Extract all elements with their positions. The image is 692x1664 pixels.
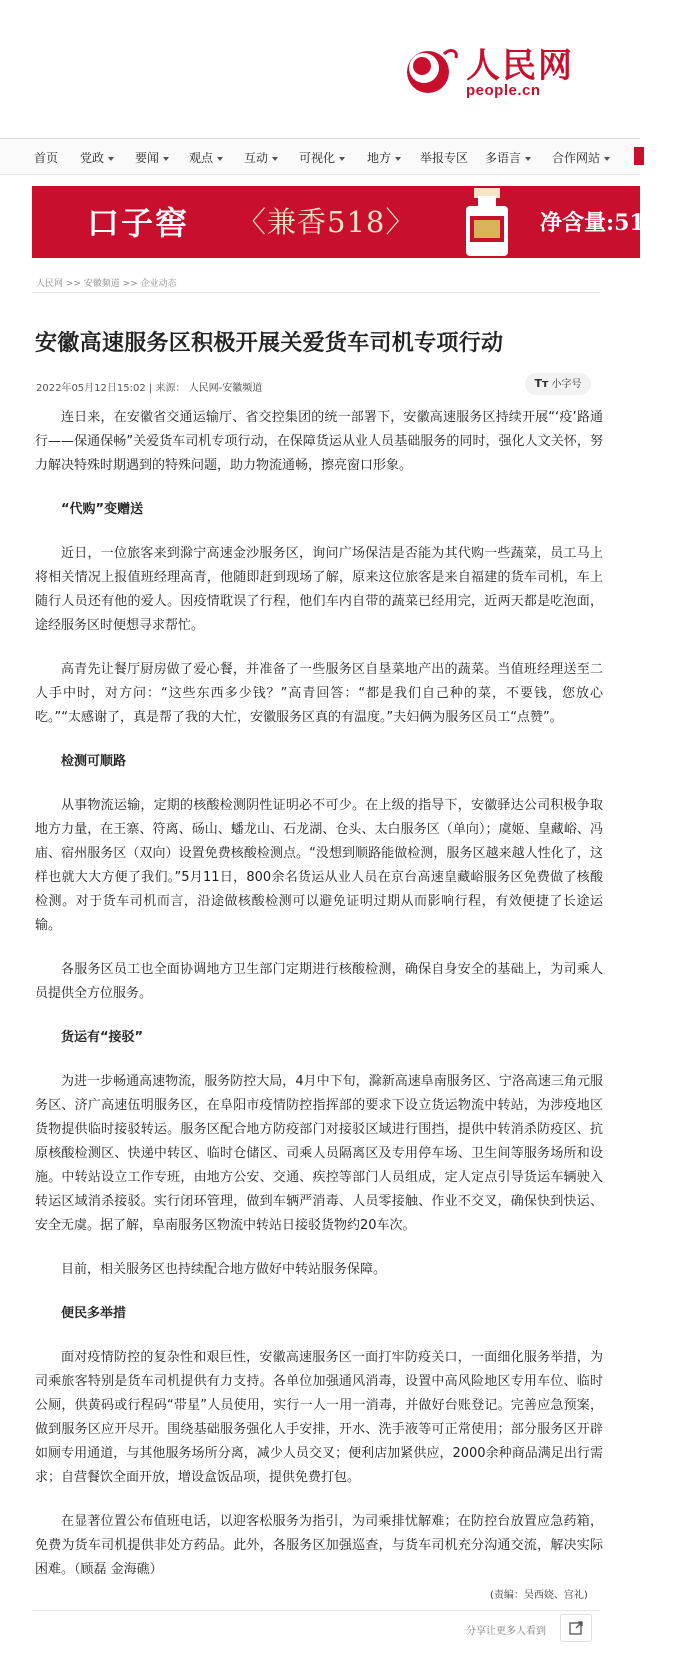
paragraph: 高青先让餐厅厨房做了爱心餐，并准备了一些服务区自垦菜地产出的蔬菜。当值班经理送至二人手中时，对方问：“这些东西多少钱？”高青回答：“都是我们自己种的菜，不要钱，您放心吃。”“太感谢了，真是帮了我的大忙，安徽服务区真的有温度。”夫妇俩为服务区员工“点赞”。 bbox=[35, 662, 603, 725]
banner-product: 〈兼香518〉 bbox=[237, 205, 416, 239]
paragraph: 目前，相关服务区也持续配合地方做好中转站服务保障。 bbox=[61, 1262, 387, 1277]
chevron-down-icon bbox=[272, 157, 278, 161]
ad-banner[interactable] bbox=[32, 186, 692, 258]
divider bbox=[32, 292, 600, 293]
section-heading: 便民多举措 bbox=[61, 1306, 127, 1321]
section-heading: “代购”变赠送 bbox=[61, 502, 144, 517]
editor-credit: (责编：吴西娆、宫礼) bbox=[490, 1590, 588, 1601]
paragraph: 连日来，在安徽省交通运输厅、省交控集团的统一部署下，安徽高速服务区持续开展“‘疫’路通行——保通保畅”关爱货车司机专项行动，在保障货运从业人员基础服务的同时，强化人文关怀，努力解决特殊时期遇到的特殊问题，助力物流通畅，擦亮窗口形象。 bbox=[35, 410, 603, 473]
chevron-down-icon bbox=[163, 157, 169, 161]
nav-item-report[interactable]: 举报专区 bbox=[420, 151, 469, 165]
nav-item-interact[interactable]: 互动 bbox=[244, 149, 278, 166]
font-size-button[interactable] bbox=[525, 373, 591, 395]
source-link[interactable]: 人民网-安徽频道 bbox=[188, 383, 263, 394]
chevron-down-icon bbox=[525, 157, 531, 161]
section-heading: 货运有“接驳” bbox=[61, 1030, 144, 1045]
share-text: 分享让更多人看到 bbox=[466, 1626, 546, 1637]
share-button[interactable] bbox=[560, 1614, 592, 1642]
nav-item-language[interactable]: 多语言 bbox=[485, 149, 531, 166]
share-icon bbox=[561, 1615, 591, 1641]
logo-url[interactable]: people.cn bbox=[466, 82, 541, 99]
nav-edge-button[interactable] bbox=[634, 147, 644, 165]
paragraph: 近日，一位旅客来到滁宁高速金沙服务区，询问广场保洁是否能为其代购一些蔬菜，员工马上将相关情况上报值班经理高青，他随即赶到现场了解，原来这位旅客是来自福建的货车司机，车上随行人员还有他的爱人。因疫情耽误了行程，他们车内自带的蔬菜已经用完，近两天都是吃泡面，途经服务区时便想寻求帮忙。 bbox=[35, 546, 603, 633]
divider bbox=[32, 1610, 600, 1611]
liquor-bottle-icon bbox=[452, 186, 522, 258]
source-prefix: | 来源： bbox=[148, 383, 186, 394]
nav-item-home[interactable]: 首页 bbox=[34, 151, 59, 165]
page-title: 安徽高速服务区积极开展关爱货车司机专项行动 bbox=[35, 331, 504, 356]
banner-volume: 净含量:518ml bbox=[540, 210, 692, 236]
paragraph: 为进一步畅通高速物流，服务防控大局，4月中下旬，滁新高速阜南服务区、宁洛高速三角元服务区、济广高速伍明服务区，在阜阳市疫情防控指挥部的要求下设立货运物流中转站，为涉疫地区货物提供临时接驳转运。服务区配合地方防疫部门对接驳区域进行围挡，提供中转消杀防疫区、抗原核酸检测区、快递中转区、临时仓储区、司乘人员隔离区及专用停车场、卫生间等服务场所和设施。中转站设立工作专班，由地方公安、交通、疾控等部门人员组成，定人定点引导货运车辆驶入转运区域消杀接驳。实行闭环管理，做到车辆严消毒、人员零接触、作业不交叉，确保快到快运、安全无虞。据了解，阜南服务区物流中转站日接驳货物约20车次。 bbox=[35, 1074, 603, 1233]
publish-date: 2022年05月12日15:02 bbox=[36, 383, 146, 394]
chevron-down-icon bbox=[604, 157, 610, 161]
chevron-down-icon bbox=[339, 157, 345, 161]
chevron-down-icon bbox=[217, 157, 223, 161]
article-meta bbox=[36, 379, 262, 394]
font-size-icon: Tт bbox=[534, 377, 549, 390]
nav-item-visual[interactable]: 可视化 bbox=[299, 149, 345, 166]
nav-item-news[interactable]: 要闻 bbox=[135, 149, 169, 166]
article-body bbox=[35, 406, 603, 1602]
logo-text[interactable]: 人民网 bbox=[466, 46, 574, 86]
paragraph: 各服务区员工也全面协调地方卫生部门定期进行核酸检测，确保自身安全的基础上，为司乘人员提供全方位服务。 bbox=[35, 962, 603, 1001]
breadcrumb[interactable]: 人民网 >> 安徽频道 >> 企业动态 bbox=[36, 279, 177, 289]
paragraph: 在显著位置公布值班电话，以迎客松服务为指引，为司乘排忧解难；在防控台放置应急药箱，免费为货车司机提供非处方药品。此外，各服务区加强巡查，与货车司机充分沟通交流，解决实际困难。（顾磊 金海礁） bbox=[35, 1514, 603, 1577]
paragraph: 面对疫情防控的复杂性和艰巨性，安徽高速服务区一面打牢防疫关口，一面细化服务举措，为司乘旅客特别是货车司机提供有力支持。各单位加强通风消毒，设置中高风险地区专用车位、临时公厕，供黄码或行程码“带星”人员使用，实行一人一用一消毒，并做好台账登记。完善应急预案，做到服务区应开尽开。围绕基础服务强化人手安排，开水、洗手液等可正常使用；部分服务区开辟如厕专用通道，与其他服务场所分离，减少人员交叉；便利店加紧供应，2000余种商品满足出行需求；自营餐饮全面开放，增设盒饭品项，提供免费打包。 bbox=[35, 1350, 603, 1485]
nav-item-opinion[interactable]: 观点 bbox=[189, 149, 223, 166]
nav-item-party[interactable]: 党政 bbox=[80, 149, 114, 166]
banner-brand: 口子窖 bbox=[87, 204, 190, 242]
chevron-down-icon bbox=[108, 157, 114, 161]
section-heading: 检测可顺路 bbox=[61, 754, 127, 769]
main-nav bbox=[0, 138, 640, 175]
nav-item-partners[interactable]: 合作网站 bbox=[552, 149, 610, 166]
nav-item-local[interactable]: 地方 bbox=[367, 149, 401, 166]
font-size-label: 小字号 bbox=[551, 379, 582, 390]
site-header bbox=[0, 0, 640, 138]
paragraph: 从事物流运输，定期的核酸检测阴性证明必不可少。在上级的指导下，安徽驿达公司积极争取地方力量，在王寨、符离、砀山、蟠龙山、石龙湖、仓头、太白服务区（单向）；虞姬、皇藏峪、冯庙、宿州服务区（双向）设置免费核酸检测点。“没想到顺路能做检测，服务区越来越人性化了，这样也就大大方便了我们。”5月11日，800余名货运从业人员在京台高速皇藏峪服务区免费做了核酸检测。对于货车司机而言，沿途做核酸检测可以避免证明过期从而影响行程，有效便捷了长途运输。 bbox=[35, 798, 603, 933]
chevron-down-icon bbox=[395, 157, 401, 161]
